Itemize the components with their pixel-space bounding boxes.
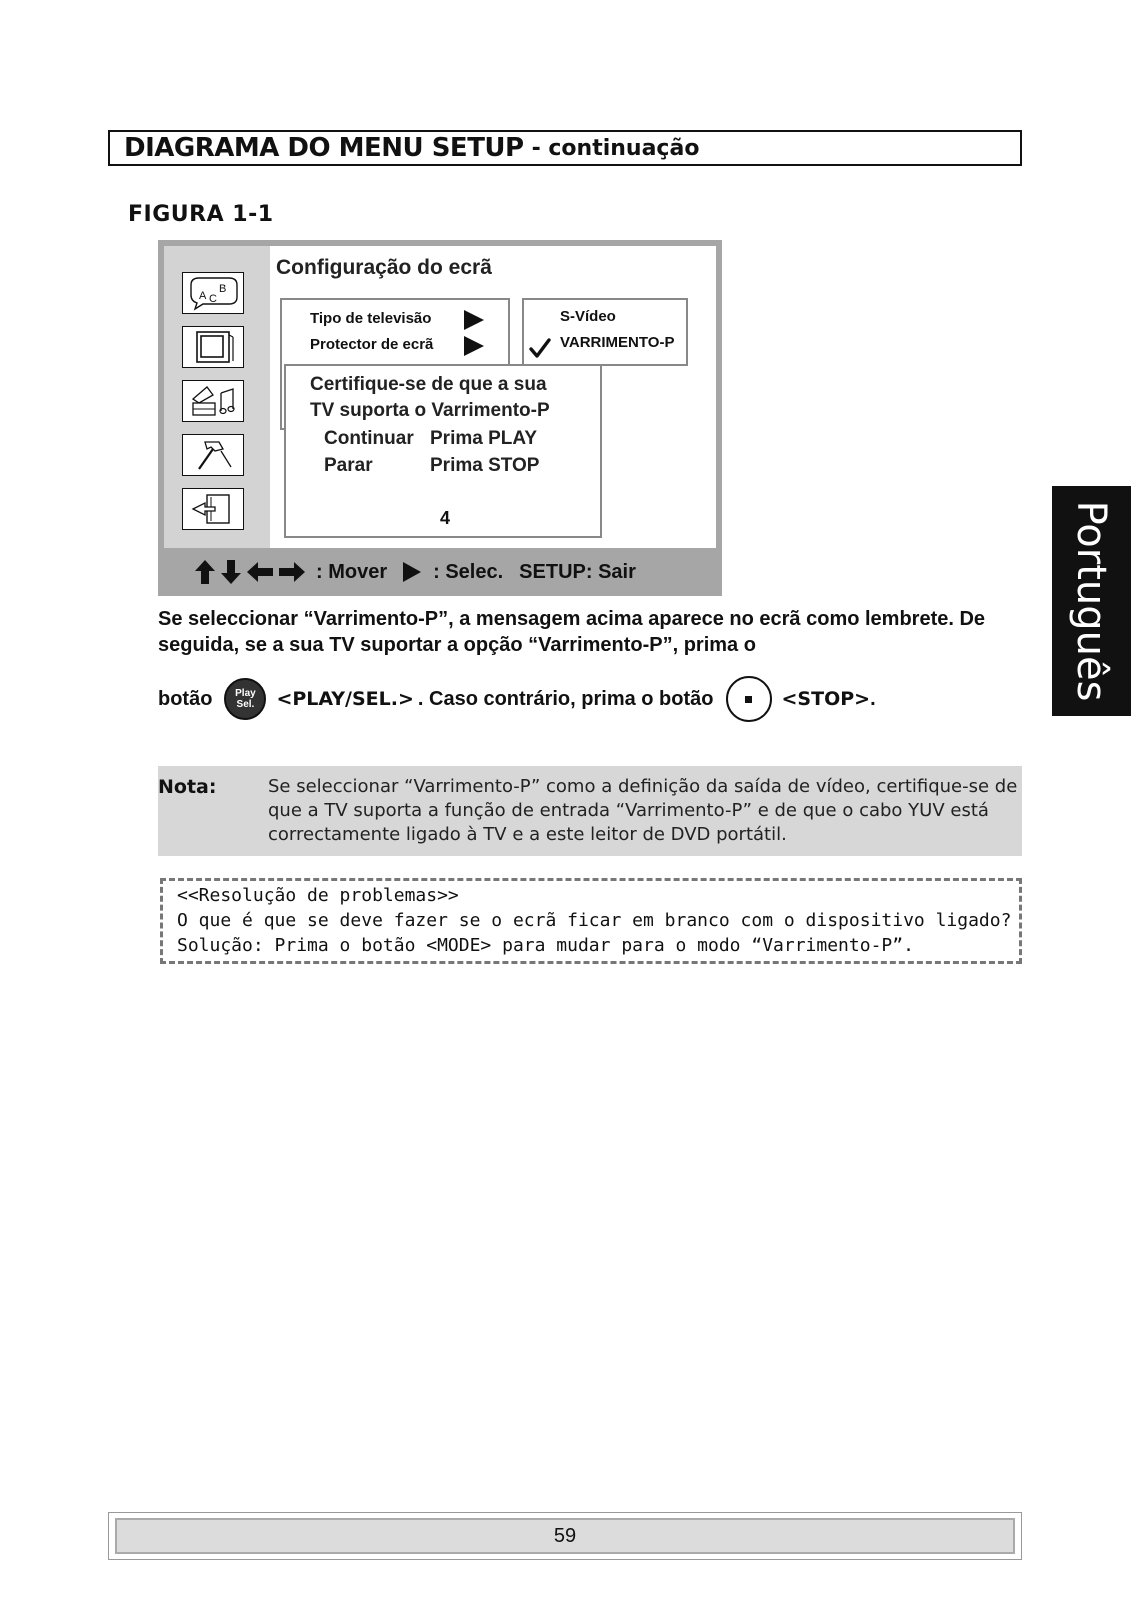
play-button-text-bottom: Sel. [236,699,255,710]
dialog-message-line-1: Certifique-se de que a sua [310,374,547,395]
option-s-video[interactable]: S-Vídeo [560,308,616,325]
page-title [108,130,1022,166]
play-button-text-top: Play [235,688,256,699]
menu-item-tv-type[interactable]: Tipo de televisão [310,310,432,327]
troubleshooting-box [160,878,1022,964]
dialog-countdown: 4 [440,508,451,528]
button-instruction-line [158,676,876,722]
footer-move-label: : Mover [316,560,388,583]
footer-select-label: : Selec. [433,560,504,583]
confirmation-dialog [284,364,602,538]
note-box [158,766,1022,856]
language-tab [1052,486,1131,716]
play-sel-button-icon [224,678,266,720]
dialog-stop-action[interactable]: Prima STOP [430,455,540,476]
exit-icon [182,488,244,530]
osd-title: Configuração do ecrã [276,256,492,279]
dialog-message-line-2: TV suporta o Varrimento-P [310,400,550,421]
play-sel-label: <PLAY/SEL.> [276,688,414,710]
stop-square-icon [745,696,752,703]
arrow-up-icon [194,559,216,585]
svg-text:B: B [219,283,227,295]
tools-icon [182,434,244,476]
osd-footer-bar [158,550,722,594]
stop-label: <STOP> [781,688,871,710]
button-line-middle: . Caso contrário, prima o botão [417,687,714,710]
language-tab-label: Português [1068,500,1114,702]
menu-item-arrow-icon [464,310,484,330]
troubleshooting-solution: Solução: Prima o botão <MODE> para mudar para o modo “Varrimento-P”. [177,935,914,956]
checkmark-icon [528,336,552,365]
svg-text:A: A [199,290,207,302]
osd-content-panel [270,246,716,548]
button-line-suffix: . [870,687,876,710]
stop-button-icon [726,676,772,722]
page-title-sub: - continuação [531,135,700,161]
audio-icon [182,380,244,422]
osd-setup-screen [158,240,722,596]
menu-item-screen-saver[interactable]: Protector de ecrã [310,336,434,353]
page-title-main: DIAGRAMA DO MENU SETUP [124,133,524,163]
arrow-left-icon [246,561,274,583]
troubleshooting-title: <<Resolução de problemas>> [177,885,459,906]
osd-sidebar [164,246,270,548]
page-footer [108,1512,1022,1560]
note-text: Se seleccionar “Varrimento-P” como a definição da saída de vídeo, certifique-se de que a TV suporta a função de entrada “Varrimento-P” e de que o cabo YUV está correctamente ligado à TV e a este leitor de DVD portátil. [268,776,1018,845]
menu-item-arrow-icon [464,336,484,356]
note-label: Nota: [158,776,217,798]
dialog-continue-label: Continuar [324,428,414,449]
instruction-paragraph: Se seleccionar “Varrimento-P”, a mensagem acima aparece no ecrã como lembrete. De seguida, se a sua TV suportar a opção “Varrimento-P”, prima o [158,608,986,656]
page-number: 59 [115,1518,1015,1554]
option-list [522,298,688,366]
troubleshooting-question: O que é que se deve fazer se o ecrã ficar em branco com o dispositivo ligado? [177,910,1012,931]
svg-text:C: C [209,293,217,305]
select-triangle-icon [403,562,421,582]
button-line-prefix: botão [158,687,213,710]
tv-screen-icon [182,326,244,368]
dialog-continue-action[interactable]: Prima PLAY [430,428,538,449]
arrow-down-icon [220,559,242,585]
option-progressive-scan[interactable]: VARRIMENTO-P [560,334,675,351]
dialog-stop-label: Parar [324,455,373,476]
figure-label: FIGURA 1-1 [128,202,274,227]
footer-exit-label: SETUP: Sair [519,560,636,583]
arrow-right-icon [278,561,306,583]
language-icon [182,272,244,314]
